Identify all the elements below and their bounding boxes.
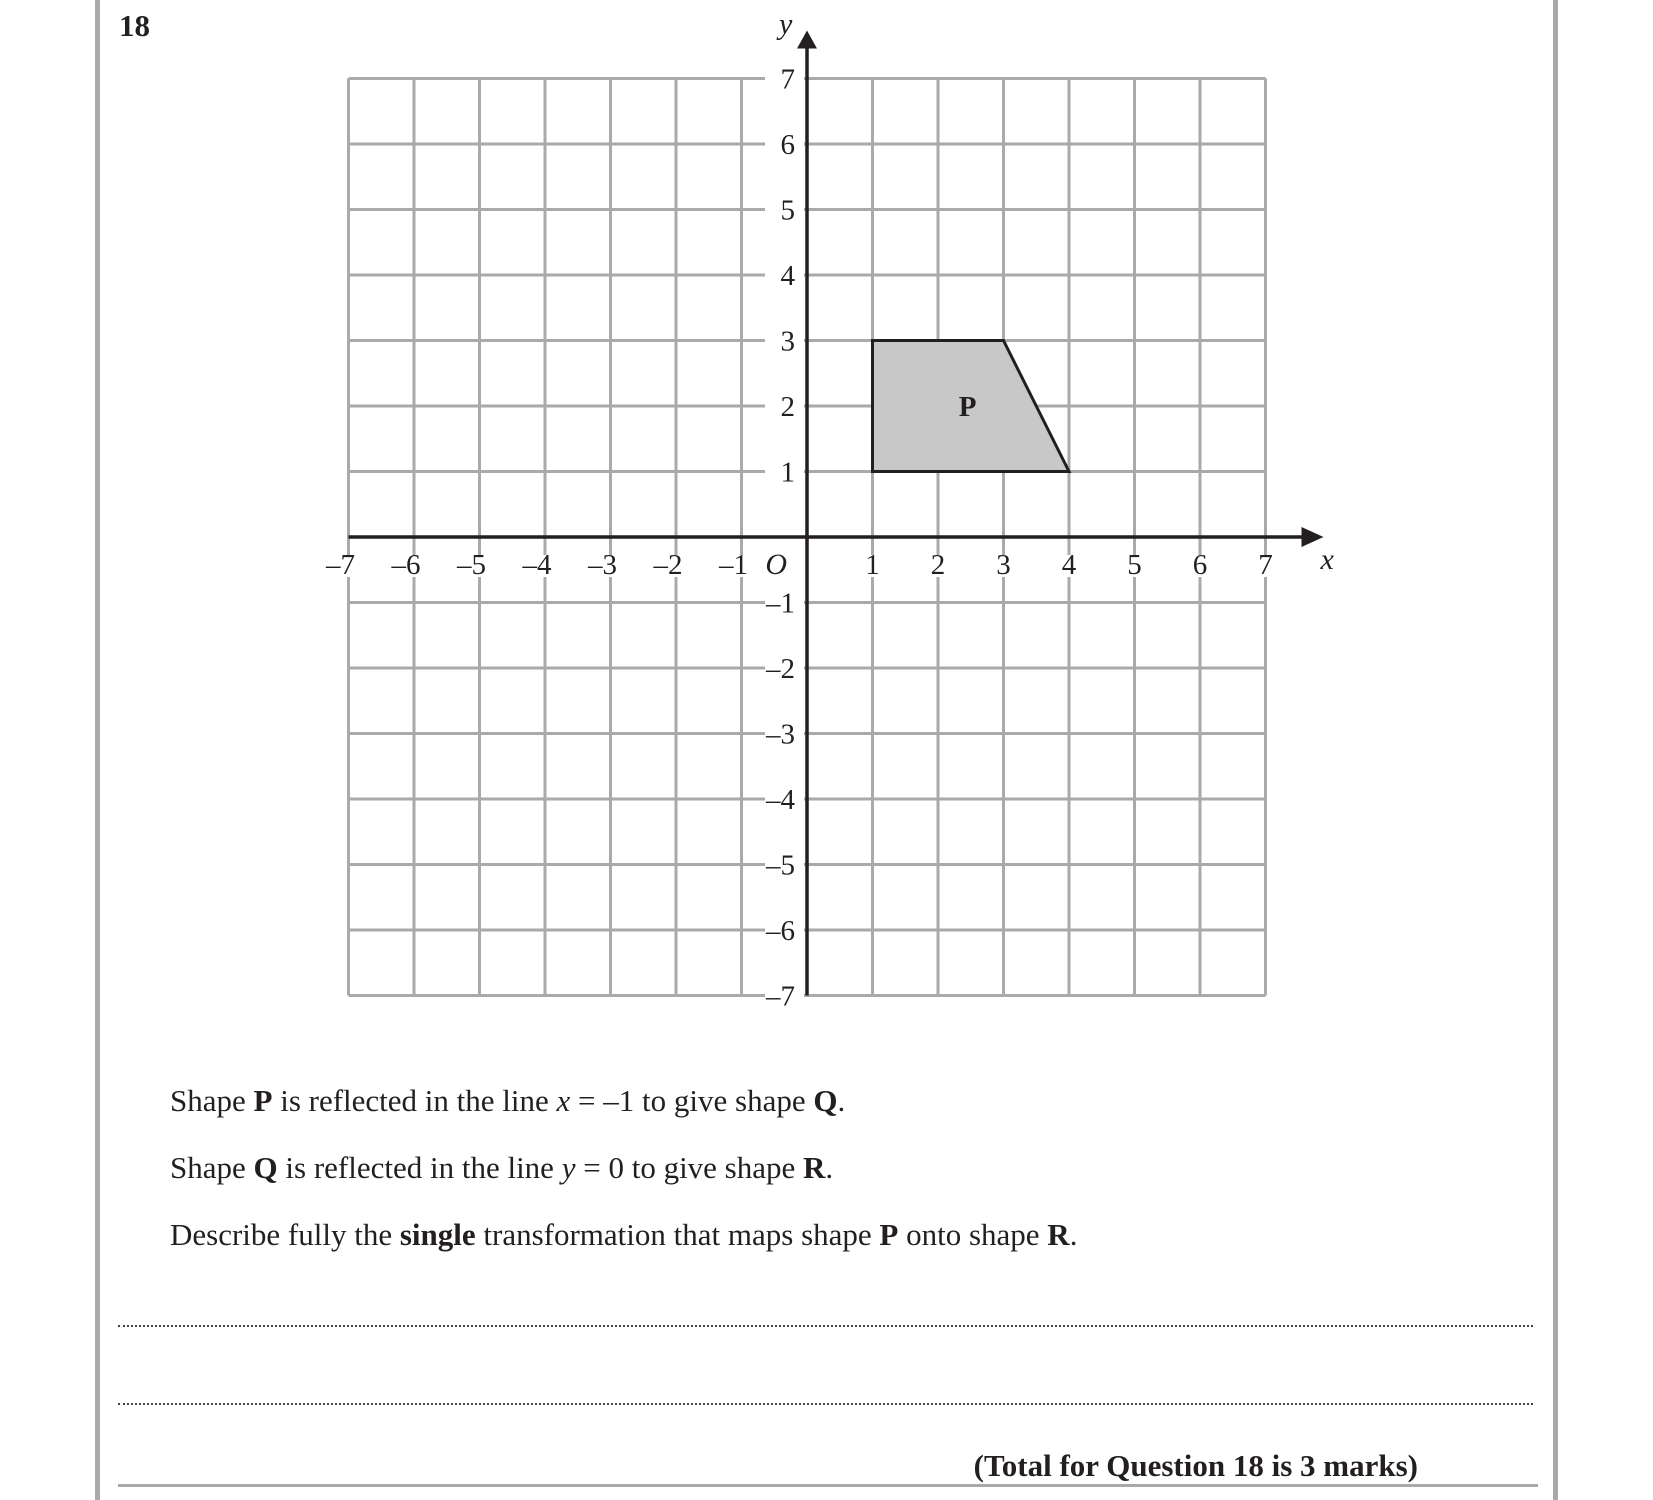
question-text-part: Q (253, 1150, 278, 1185)
question-text-part: x (556, 1083, 571, 1118)
x-tick-label: –4 (522, 549, 552, 581)
y-axis-label: y (779, 7, 793, 41)
y-tick-label: –6 (766, 915, 795, 947)
y-tick-label: 6 (780, 129, 795, 161)
question-text-part: R (1047, 1217, 1070, 1252)
question-text-part: = –1 to give shape (570, 1083, 814, 1118)
y-tick-label: –5 (766, 849, 795, 882)
question-text-part: . (1069, 1217, 1078, 1252)
question-text-part: = 0 to give shape (575, 1150, 804, 1185)
y-tick-label: –3 (766, 718, 795, 751)
y-tick-label: 7 (780, 63, 795, 96)
y-tick-label: 1 (780, 456, 795, 489)
question-text-part: Shape (170, 1083, 254, 1118)
shape-label-p: P (958, 391, 977, 423)
question-line-1 (170, 1083, 845, 1119)
y-tick-label: 5 (780, 194, 795, 227)
answer-line-2[interactable] (118, 1403, 1533, 1405)
x-axis-label: x (1320, 543, 1334, 576)
x-tick-label: –3 (588, 549, 617, 581)
question-text-part: is reflected in the line (277, 1150, 562, 1185)
y-tick-label: –2 (766, 653, 795, 685)
question-text-part: onto shape (898, 1217, 1048, 1252)
y-tick-label: –1 (766, 587, 795, 620)
y-tick-label: –4 (766, 784, 795, 816)
question-text-part: y (561, 1150, 576, 1185)
x-tick-label: –7 (326, 549, 355, 581)
question-text-part: Describe fully the (170, 1217, 400, 1252)
y-tick-label: 4 (780, 260, 795, 292)
question-text-part: P (879, 1217, 899, 1252)
y-tick-label: –7 (766, 980, 795, 1013)
x-tick-label: 3 (996, 549, 1011, 581)
x-tick-label: 4 (1061, 549, 1077, 581)
question-text-part: . (837, 1083, 846, 1118)
question-number: 18 (119, 8, 150, 43)
x-tick-label: –2 (653, 549, 683, 581)
question-text-part: transformation that maps shape (475, 1217, 880, 1252)
question-line-3 (170, 1217, 1077, 1253)
x-tick-label: –6 (391, 549, 421, 581)
x-tick-label: –1 (719, 549, 748, 581)
question-text-part: single (399, 1217, 476, 1252)
question-text-part: is reflected in the line (272, 1083, 557, 1118)
x-tick-label: 6 (1192, 549, 1208, 581)
y-tick-label: 2 (780, 391, 795, 423)
y-axis-arrow-icon (797, 31, 817, 49)
answer-line-1[interactable] (118, 1325, 1533, 1327)
question-total-marks: (Total for Question 18 is 3 marks) (973, 1448, 1418, 1483)
question-text-part: . (825, 1150, 834, 1185)
question-line-2 (170, 1150, 833, 1186)
x-tick-label: 1 (865, 549, 880, 581)
x-tick-label: 2 (930, 549, 946, 581)
x-tick-label: 5 (1127, 549, 1142, 581)
question-text-part: P (253, 1083, 273, 1118)
question-text-part: Shape (170, 1150, 254, 1185)
question-text-part: Q (813, 1083, 838, 1118)
question-text-part: R (803, 1150, 826, 1185)
origin-label: O (765, 548, 787, 581)
x-tick-label: –5 (457, 549, 486, 581)
x-tick-label: 7 (1258, 549, 1273, 581)
question-bottom-rule (118, 1484, 1538, 1487)
y-tick-label: 3 (780, 325, 795, 358)
